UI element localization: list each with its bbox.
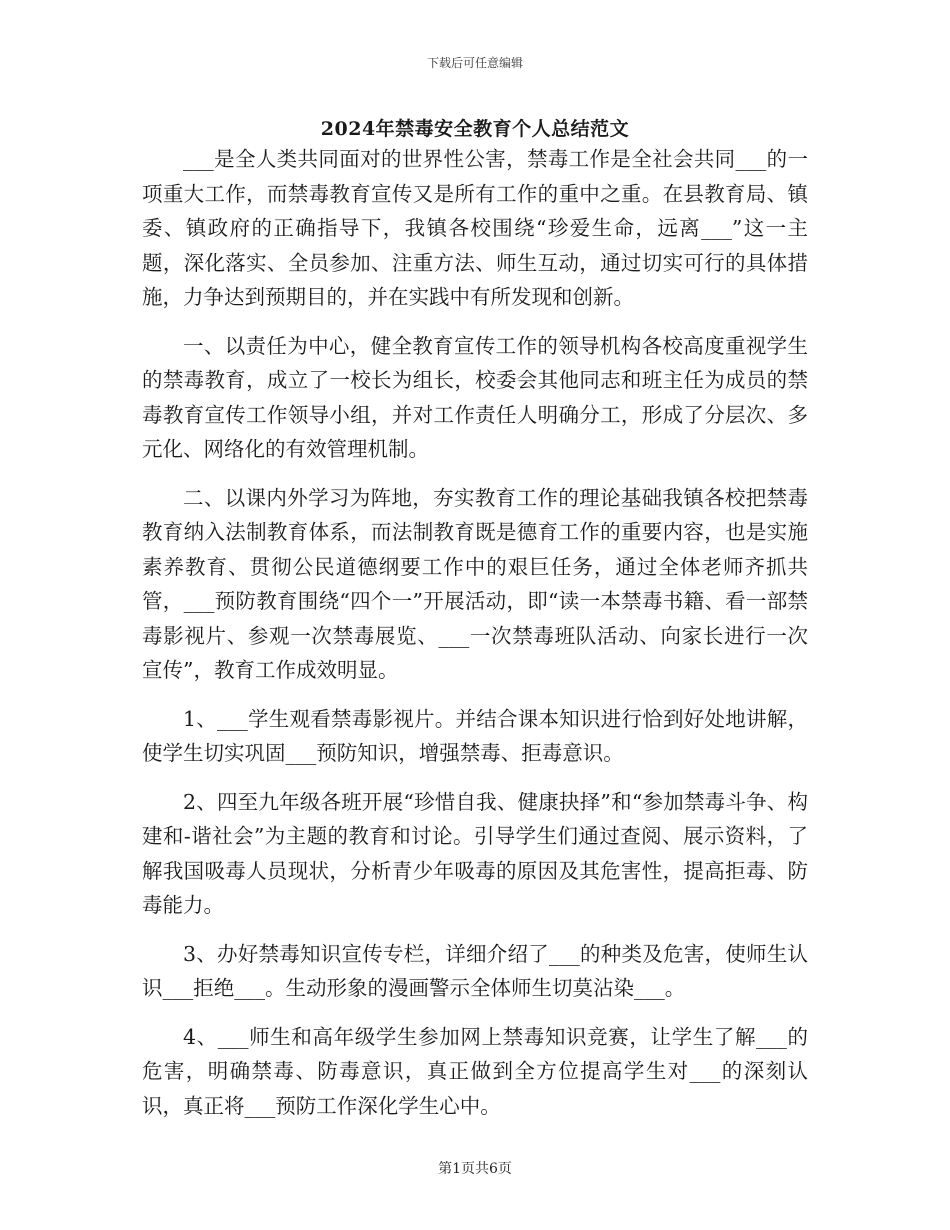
document-title: 2024年禁毒安全教育个人总结范文 — [320, 118, 630, 140]
paragraph-intro: ___是全人类共同面对的世界性公害，禁毒工作是全社会共同___的一项重大工作，而禁毒教育宣传又是所有工作的重中之重。在县教育局、镇委、镇政府的正确指导下，我镇各校围绕“珍爱生命，远离___”这一主题，深化落实、全员参加、注重方法、师生互动，通过切实可行的具体措施，力争达到预期目的，并在实践中有所发现和创新。 — [142, 147, 808, 309]
paragraph-item-3: 3、办好禁毒知识宣传专栏，详细介绍了___的种类及危害，使师生认识___拒绝___。生动形象的漫画警示全体师生切莫沾染___。 — [142, 941, 808, 1000]
page-number: 第1页共6页 — [438, 1161, 512, 1177]
document-body — [142, 140, 808, 1137]
paragraph-item-2: 2、四至九年级各班开展“珍惜自我、健康抉择”和“参加禁毒斗争、构建和-谐社会”为主题的教育和讨论。引导学生们通过查阅、展示资料，了解我国吸毒人员现状，分析青少年吸毒的原因及其危害性，提高拒毒、防毒能力。 — [142, 789, 808, 917]
paragraph-item-1: 1、___学生观看禁毒影视片。并结合课本知识进行恰到好处地讲解，使学生切实巩固___预防知识，增强禁毒、拒毒意识。 — [142, 706, 808, 765]
header-note: 下载后可任意编辑 — [426, 56, 523, 70]
paragraph-section-2: 二、以课内外学习为阵地，夯实教育工作的理论基础我镇各校把禁毒教育纳入法制教育体系，而法制教育既是德育工作的重要内容，也是实施素养教育、贯彻公民道德纲要工作中的艰巨任务，通过全体老师齐抓共管，___预防教育围绕“四个一”开展活动，即“读一本禁毒书籍、看一部禁毒影视片、参观一次禁毒展览、___一次禁毒班队活动、向家长进行一次宣传”，教育工作成效明显。 — [142, 485, 808, 682]
paragraph-section-1: 一、以责任为中心，健全教育宣传工作的领导机构各校高度重视学生的禁毒教育，成立了一校长为组长，校委会其他同志和班主任为成员的禁毒教育宣传工作领导小组，并对工作责任人明确分工，形成了分层次、多元化、网络化的有效管理机制。 — [142, 333, 808, 461]
paragraph-item-4: 4、___师生和高年级学生参加网上禁毒知识竞赛，让学生了解___的危害，明确禁毒、防毒意识，真正做到全方位提高学生对___的深刻认识，真正将___预防工作深化学生心中。 — [142, 1024, 808, 1118]
